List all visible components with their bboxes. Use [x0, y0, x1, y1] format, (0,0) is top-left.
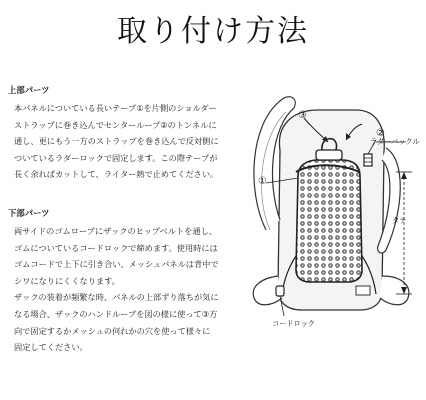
upper-line: 通し、更にもう一方のストラップを巻き込んで反対側に	[14, 136, 219, 147]
mesh-panel	[296, 160, 362, 282]
upper-line: ストラップに巻き込んでセンターループ②のトンネルに	[14, 119, 217, 130]
lower-line: 両サイドのゴムロープにザックのヒップベルトを通し、	[14, 226, 217, 236]
lower-line: ゴムについているコードロックで締めます。使用時には	[14, 242, 218, 253]
cord-lock	[276, 286, 284, 296]
ladder-buckle-label: ラダーバックル	[370, 137, 420, 146]
lower-line: 固定してください。	[14, 342, 88, 353]
installation-diagram	[236, 80, 422, 320]
upper-section	[8, 84, 270, 183]
callout-2: ②	[376, 128, 385, 139]
center-loop	[316, 150, 342, 160]
lower-line: 向で固定するかメッシュの何れかの穴を使って様々に	[14, 325, 211, 336]
lower-line: ザックの装着が頻繁な時、パネルの上部ずり落ちが気に	[14, 292, 219, 303]
callout-1: ①	[258, 176, 267, 187]
hip-buckle	[356, 286, 370, 295]
callout-3: ③	[298, 110, 307, 121]
height-label: タテ	[392, 216, 407, 225]
upper-heading: 上部パーツ	[8, 85, 50, 95]
page-title: 取り付け方法	[117, 14, 309, 49]
lower-line: シワになりにくくなります。	[14, 275, 120, 286]
lower-line: なる場合、ザックのハンドループを図の様に使って③方	[14, 308, 218, 319]
upper-line: 長く余ればカットして、ライター熱で止めてください。	[14, 169, 219, 180]
cord-lock-label: コードロック	[272, 319, 315, 328]
lower-heading: 下部パーツ	[8, 208, 50, 218]
lower-section	[8, 207, 270, 356]
upper-line: ついているラダーロックで固定します。この際テープが	[14, 152, 218, 163]
upper-line: 本パネルについている長いテープ①を片側のショルダー	[14, 103, 217, 113]
lower-line: ゴムコードで上下に引き合い、メッシュパネルは背中で	[14, 259, 219, 270]
ladder-buckle	[364, 154, 372, 166]
